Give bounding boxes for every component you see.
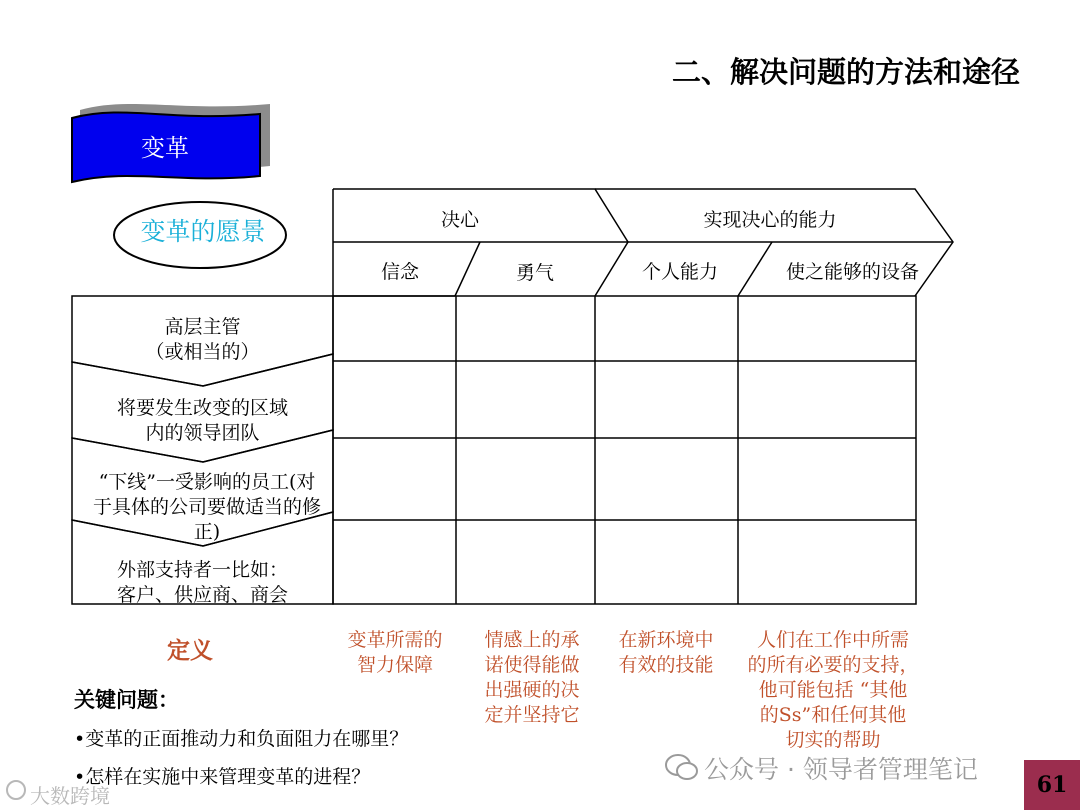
brand-logo-icon — [4, 778, 28, 802]
key-question-1: •变革的正面推动力和负面阻力在哪里？ — [74, 728, 409, 750]
watermark-account: 公众号 · 领导者管理笔记 — [704, 755, 978, 784]
definition-label: 定义 — [167, 637, 213, 664]
column-personal-ability: 个人能力 — [641, 261, 718, 283]
key-questions-title: 关键问题： — [74, 687, 179, 712]
row-label-senior-management: 高层主管 （或相当的） — [145, 316, 260, 363]
column-group-capability: 实现决心的能力 — [703, 209, 837, 231]
slide-title: 二、解决问题的方法和途径 — [671, 55, 1020, 89]
key-question-2: •怎样在实施中来管理变革的进程？ — [74, 766, 371, 788]
page-number-badge: 61 — [1024, 760, 1080, 810]
column-belief: 信念 — [380, 261, 419, 283]
definition-enabling-equipment: 人们在工作中所需 的所有必要的支持， 他可能包括 “其他 的Ss”和任何其他 切实的帮助 — [747, 629, 919, 751]
definition-courage: 情感上的承 诺使得能做 出强硬的决 定并坚持它 — [484, 629, 580, 726]
column-enabling-equipment: 使之能够的设备 — [785, 261, 919, 283]
column-group-determination: 决心 — [440, 209, 479, 231]
watermark-brand: 大数跨境 — [30, 784, 110, 808]
definition-personal-ability: 在新环境中 有效的技能 — [618, 629, 714, 676]
wechat-icon — [664, 752, 700, 782]
row-label-affected-employees: “下线”一受影响的员工(对 于具体的公司要做适当的修 正) — [92, 471, 321, 543]
vision-label: 变革的愿景 — [140, 217, 266, 246]
row-label-external-supporters: 外部支持者一比如： 客户、供应商、商会 — [116, 559, 288, 606]
definition-belief: 变革所需的 智力保障 — [347, 629, 443, 676]
column-courage: 勇气 — [515, 262, 554, 284]
row-label-leadership-team: 将要发生改变的区域 内的领导团队 — [116, 397, 288, 444]
flag-label: 变革 — [141, 134, 189, 162]
